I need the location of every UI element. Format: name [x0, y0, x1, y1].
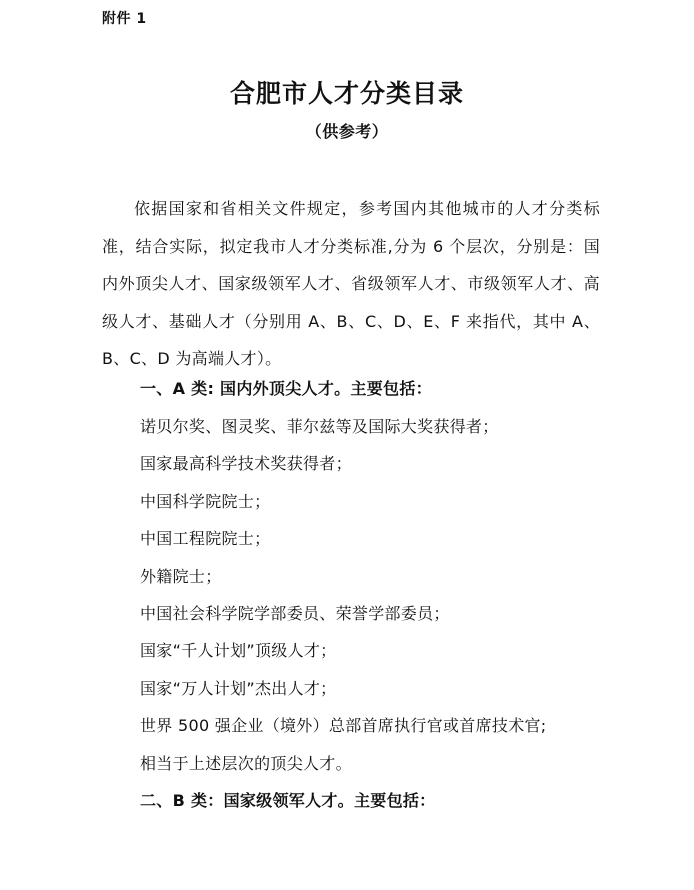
list-item: 中国科学院院士；	[140, 491, 271, 511]
list-item: 中国社会科学院学部委员、荣誉学部委员；	[140, 603, 450, 623]
list-item: 外籍院士；	[140, 566, 222, 586]
section-b-heading: 二、B 类：国家级领军人才。主要包括：	[140, 791, 436, 810]
document-subtitle: （供参考）	[305, 122, 389, 141]
list-item: 国家最高科学技术奖获得者；	[140, 454, 352, 474]
list-item: 中国工程院院士；	[140, 529, 271, 549]
intro-paragraph: 依据国家和省相关文件规定，参考国内其他城市的人才分类标准，结合实际，拟定我市人才分类标准,分为 6 个层次，分别是：国内外顶尖人才、国家级领军人才、省级领军人才、市级领军人才、高级人才、基础人才（分别用 A、B、C、D、E、F 来指代，其中 A、B、C、D 为高端人才）。	[102, 199, 600, 368]
list-item: 国家“千人计划”顶级人才；	[140, 641, 337, 661]
list-item: 相当于上述层次的顶尖人才。	[140, 753, 352, 773]
section-a-heading: 一、A 类: 国内外顶尖人才。主要包括：	[140, 379, 432, 398]
section-a-list	[140, 414, 547, 788]
list-item: 世界 500 强企业（境外）总部首席执行官或首席技术官;	[140, 716, 547, 736]
list-item: 国家“万人计划”杰出人才；	[140, 678, 337, 698]
document-title: 合肥市人才分类目录	[229, 79, 464, 108]
attachment-label: 附件 1	[102, 11, 147, 27]
list-item: 诺贝尔奖、图灵奖、菲尔兹等及国际大奖获得者；	[140, 417, 499, 436]
